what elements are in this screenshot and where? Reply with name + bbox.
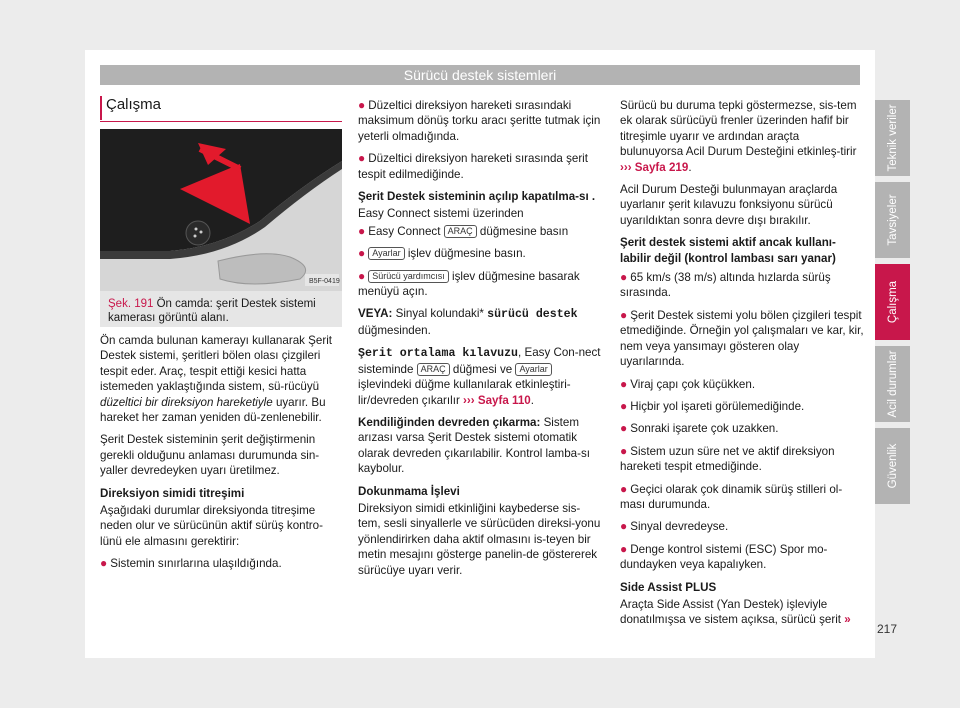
col3-paragraph-2: Acil Durum Desteği bulunmayan araçlarda uyarlanır şerit kılavuzu fonksiyonu sürücü uyarıldıktan sonra devre dışı bırakılır. [620,183,838,227]
camera-figure [100,129,342,291]
col3-bullet-item: ● Geçici olarak çok dinamik sürüş stilleri ol-ması durumunda. [620,481,843,511]
figure-caption-text: Ön camda: şerit Destek sistemi kamerası görüntü alanı. [108,298,316,324]
link-sayfa-110[interactable]: ››› Sayfa 110 [463,393,531,407]
continue-arrow-icon: » [844,613,851,627]
tab-guvenlik[interactable]: Güvenlik [875,428,910,504]
col2-paragraph-veya: VEYA: Sinyal kolundaki* sürücü destek düğmesinden. [358,307,578,337]
section-title: Çalışma [106,96,162,113]
col2-bullet-1: ● Düzeltici direksiyon hareketi sırasındaki maksimum dönüş torku aracı şeritte tutmak için yeterli olmadığında. [358,98,601,143]
col1-paragraph-2: Şerit Destek sisteminin şerit değiştirmenin gerekli olduğunu anlaması durumunda sin-yaller devredeyken uyarı üretilmez. [100,433,320,478]
column-2 [358,98,602,585]
col1-bullet-1: ● Sistemin sınırlarına ulaşıldığında. [100,556,282,571]
col3-heading-side-assist: Side Assist PLUS [620,580,717,594]
ayarlar-key: Ayarlar [368,247,404,260]
col3-bullet-item: ● Viraj çapı çok küçükken. [620,376,756,391]
col2-heading-toggle: Şerit Destek sisteminin açılıp kapatılma-sı . [358,190,596,204]
section-divider [100,121,342,122]
page-header: Sürücü destek sistemleri [100,65,860,85]
col3-paragraph-1: Sürücü bu duruma tepki göstermezse, sis-tem ek olarak sürücüyü frenler üzerinden hafif bir titreşimle uyarır ve ardından araçta bulunuyorsa Acil Durum Desteğini etkinleş-tirir ››› Sayfa 219. [620,99,857,174]
col3-bullet-item: ● Hiçbir yol işareti görülemediğinde. [620,398,805,413]
col3-bullet-item: ● Sistem uzun süre net ve aktif direksiyon hareketi tespit etmediğinde. [620,443,835,474]
col3-bullet-list [620,270,864,573]
col3-paragraph-3: Araçta Side Assist (Yan Destek) işleviyle donatılmışsa ve sistem açıksa, sürücü şerit » [620,597,851,627]
col3-bullet-item: ● Denge kontrol sistemi (ESC) Spor mo-dundayken veya kapalıyken. [620,541,828,572]
col1-heading-vibration: Direksiyon simidi titreşimi [100,486,245,500]
tab-calisma[interactable]: Çalışma [875,264,910,340]
col2-bullet-3: ● Easy Connect ARAÇ düğmesine basın [358,223,569,238]
surucu-key: Sürücü yardımcısı [368,270,449,283]
tab-acil-durumlar[interactable]: Acil durumlar [875,346,910,422]
section-accent-bar [100,96,102,120]
page-number: 217 [877,622,898,636]
col1-paragraph-3: Aşağıdaki durumlar direksiyonda titreşime neden olur ve sürücünün aktif sürüş kontro-lünü ele almasını gerektirir: [100,504,323,548]
figure-code: B5F-0419 [309,278,340,285]
col3-bullet-item: ● Sonraki işarete çok uzakken. [620,421,779,436]
figure-caption [100,291,342,327]
column-3 [620,98,864,635]
col2-paragraph-1: Easy Connect sistemi üzerinden [358,207,524,221]
col3-bullet-item: ● 65 km/s (38 m/s) altında hızlarda sürüş sırasında. [620,270,831,300]
tab-teknik-veriler[interactable]: Teknik veriler [875,100,910,176]
col2-heading-handsoff: Dokunmama İşlevi [358,484,460,498]
tab-tavsiyeler[interactable]: Tavsiyeler [875,182,910,258]
col3-bullet-item: ● Şerit Destek sistemi yolu bölen çizgileri tespit etmediğinde. Örneğin yol çalışmaları ve kar, kir, nem veya yansımayı gösteren olay uyarılarında. [620,307,864,369]
col2-paragraph-3: Kendiliğinden devreden çıkarma: Sistem arızası varsa Şerit Destek sistemi otomatik olarak devreden çıkarılabilir. Kontrol lamba-sı kaybolur. [358,415,590,476]
col2-bullet-5: ● Sürücü yardımcısı işlev düğmesine basarak menüyü açın. [358,268,580,299]
col2-bullet-2: ● Düzeltici direksiyon hareketi sırasında şerit tespit edilmediğinde. [358,151,588,181]
windshield-camera-illustration [100,129,342,291]
link-sayfa-219[interactable]: ››› Sayfa 219 [620,160,689,174]
col3-heading-active: Şerit destek sistemi aktif ancak kullanı-labilir değil (kontrol lambası sarı yanar) [620,236,836,265]
col3-bullet-item: ● Sinyal devredeyse. [620,519,729,534]
arac-key: ARAÇ [444,225,477,238]
figure-label: Şek. 191 [108,298,154,310]
col2-paragraph-4: Direksiyon simidi etkinliğini kaybederse sis-tem, sesli sinyallerle ve sürücüden direksi-yonu yönlendirirken daha aktif olmasını is-teyen bir metin mesajını gösterge panelin-de göstererek sürücüye uyarı verir. [358,501,601,577]
col2-paragraph-2: Şerit ortalama kılavuzu, Easy Con-nect sisteminde ARAÇ düğmesi ve Ayarlar işlevindeki düğme kullanılarak etkinleştiri-lir/devreden çıkarılır ››› Sayfa 110. [358,346,601,407]
col1-paragraph-1: Ön camda bulunan kamerayı kullanarak Şerit Destek sistemi, şeritleri bölen olası çizgileri tespit eder. Araç, tespit ettiği kesici hatta istemeden yaklaştığında sistem, sü-rücüyü düzeltici bir direksiyon hareketiyle uyarır. Bu hareket her zaman yeniden dü-zenlenebilir. [100,334,332,425]
column-1 [100,333,344,579]
col2-bullet-4: ● Ayarlar işlev düğmesine basın. [358,246,526,261]
